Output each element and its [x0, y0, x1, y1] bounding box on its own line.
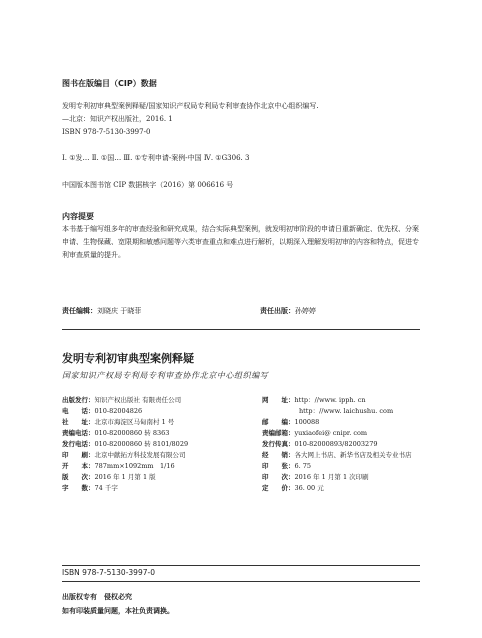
info-label: 出版发行： [62, 396, 95, 404]
summary-text: 本书基于编写组多年的审查经验和研究成果，结合实际典型案例，就发明初审阶段的申请日重新确定、优先权、分案申请、生物保藏、宽限期和敏感问题等六类审查重点和难点进行解析，以期深入理解发明初审的内容和特点，促进专利审查质量的提升。 [62, 225, 419, 259]
info-value: yuxiaofei@ cnipr. com [294, 429, 368, 437]
info-label: 印 次： [262, 473, 295, 481]
info-row [62, 461, 188, 472]
info-value: 010-82000860 转 8363 [94, 429, 170, 437]
info-value: 010-82004826 [94, 407, 143, 415]
info-value: 010-82000893/82003279 [294, 440, 378, 448]
info-row [262, 406, 412, 417]
info-label: 开 本： [62, 462, 95, 470]
info-row [62, 395, 188, 406]
info-value: 知识产权出版社 有限责任公司 [94, 396, 182, 404]
info-value: 2016 年 1 月第 1 版 [94, 473, 156, 481]
info-label: 电 话： [62, 407, 95, 415]
info-value: http：//www. ipph. cn [294, 396, 366, 404]
info-row [62, 428, 188, 439]
info-value: 6. 75 [294, 462, 312, 470]
info-value: 北京市海淀区马甸南村 1 号 [94, 418, 175, 426]
divider-isbn-top [62, 565, 420, 566]
info-label: 责编电话： [62, 429, 95, 437]
info-label: 经 销： [262, 451, 295, 459]
info-row [262, 417, 412, 428]
info-row [62, 450, 188, 461]
info-label: 印 刷： [62, 451, 95, 459]
info-label: 字 数： [62, 484, 95, 492]
info-value: 787mm×1092mm 1/16 [94, 462, 175, 470]
info-label: 发行传真： [262, 440, 295, 448]
info-row [262, 439, 412, 450]
cip-core-data: 中国版本图书馆 CIP 数据核字（2016）第 006616 号 [62, 181, 234, 189]
info-row [62, 472, 188, 483]
info-row [262, 428, 412, 439]
info-label: 版 次： [62, 473, 95, 481]
info-row [262, 472, 412, 483]
responsible-editor-label: 责任编辑： [62, 307, 97, 315]
info-left-column [62, 395, 188, 494]
cip-title: 图书在版编目（CIP）数据 [62, 79, 157, 88]
info-label: 网 址： [262, 396, 295, 404]
book-title: 发明专利初审典型案例释疑 [62, 352, 194, 365]
responsible-publisher [260, 306, 316, 316]
copyright-notice: 出版权专有 侵权必究 [62, 593, 132, 601]
info-value: 36. 00 元 [294, 484, 324, 492]
info-row [62, 439, 188, 450]
info-row [262, 395, 412, 406]
info-label: 发行电话： [62, 440, 95, 448]
info-label: 定 价： [262, 484, 295, 492]
cip-classification: Ⅰ. ①发… Ⅱ. ①国… Ⅲ. ①专利申请-案例-中国 Ⅳ. ①G306. 3 [62, 154, 250, 162]
info-row [262, 461, 412, 472]
divider-isbn-bottom [62, 581, 420, 582]
quality-notice: 如有印装质量问题，本社负责调换。 [62, 607, 174, 615]
responsible-editor [62, 306, 141, 316]
divider-top [62, 329, 420, 330]
info-label: 邮 编： [262, 418, 295, 426]
info-row [62, 417, 188, 428]
info-label: 社 址： [62, 418, 95, 426]
cip-line1: 发明专利初审典型案例释疑/国家知识产权局专利局专利审查协作北京中心组织编写. [62, 102, 319, 110]
responsible-editor-value: 刘晓庆 于晓菲 [97, 307, 142, 315]
info-value: 100088 [294, 418, 320, 426]
responsible-publisher-value: 孙婷婷 [295, 307, 316, 315]
isbn-bottom: ISBN 978-7-5130-3997-0 [62, 568, 155, 577]
info-value: http：//www. laichushu. com [299, 407, 394, 415]
cip-isbn: ISBN 978-7-5130-3997-0 [62, 128, 151, 136]
book-subtitle: 国家知识产权局专利局专利审查协作北京中心组织编写 [62, 371, 269, 380]
info-value: 各大网上书店、新华书店及相关专业书店 [294, 451, 412, 459]
info-value: 2016 年 1 月第 1 次印刷 [294, 473, 369, 481]
info-label: 责编邮箱： [262, 429, 295, 437]
info-row [262, 450, 412, 461]
info-value: 北京中献拓方科技发展有限公司 [94, 451, 186, 459]
info-row [262, 483, 412, 494]
info-label: 印 张： [262, 462, 295, 470]
info-value: 010-82000860 转 8101/8029 [94, 440, 189, 448]
cip-line2: —北京：知识产权出版社，2016. 1 [62, 115, 173, 123]
summary-title: 内容提要 [62, 212, 94, 221]
info-value: 74 千字 [94, 484, 118, 492]
info-row [62, 483, 188, 494]
responsible-publisher-label: 责任出版： [260, 307, 295, 315]
info-row [62, 406, 188, 417]
info-right-column [262, 395, 412, 494]
